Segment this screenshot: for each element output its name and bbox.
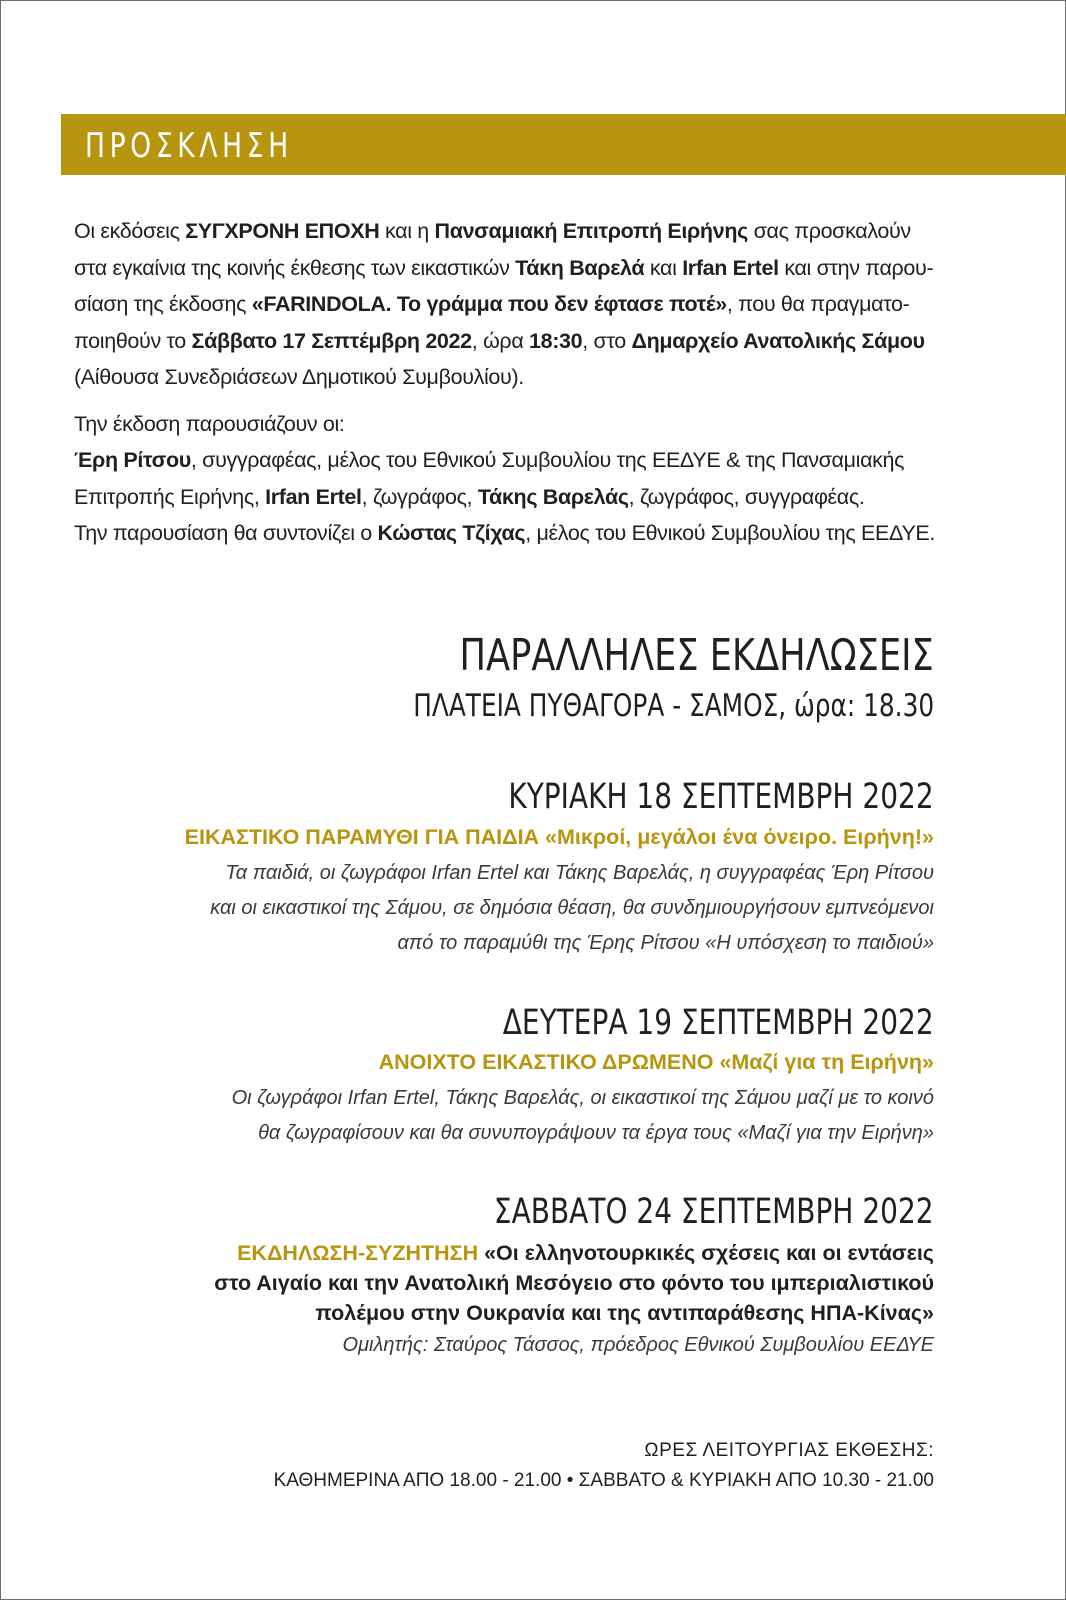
event-name-line: πολέμου στην Ουκρανία και της αντιπαράθεσης ΗΠΑ-Κίνας» — [315, 1301, 934, 1325]
venue-room: (Αίθουσα Συνεδριάσεων Δημοτικού Συμβουλίου). — [74, 365, 524, 389]
intro-paragraph-2 — [74, 406, 974, 552]
event-description — [185, 856, 934, 961]
event-description — [232, 1081, 934, 1151]
event-name: «Οι ελληνοτουρκικές σχέσεις και οι εντάσεις — [478, 1241, 934, 1265]
opening-hours-value: ΚΑΘΗΜΕΡΙΝΑ ΑΠΟ 18.00 - 21.00 • ΣΑΒΒΑΤΟ & ΚΥΡΙΑΚΗ ΑΠΟ 10.30 - 21.00 — [273, 1470, 934, 1491]
invitation-text — [74, 213, 974, 562]
presenter-name: Έρη Ρίτσου — [74, 448, 191, 472]
event-time: 18:30 — [529, 328, 583, 353]
event-description — [214, 1328, 934, 1363]
event-label: ΕΚΔΗΛΩΣΗ-ΣΥΖΗΤΗΣΗ — [237, 1241, 479, 1265]
text: , ώρα — [471, 328, 530, 353]
intro-paragraph-1 — [74, 213, 974, 396]
text: , ζωγράφος, — [361, 484, 478, 509]
event-name: «Μαζί για τη Ειρήνη» — [713, 1050, 934, 1074]
text: Επιτροπής Ειρήνης, — [74, 484, 266, 509]
event-date: Σάββατο 17 Σεπτέμβρη 2022 — [191, 328, 472, 353]
event-item — [185, 822, 934, 961]
event-venue: Δημαρχείο Ανατολικής Σάμου — [631, 328, 925, 353]
speaker-line: Ομιλητής: Σταύρος Τάσσος, πρόεδρος Εθνικού Συμβουλίου ΕΕΔΥΕ — [342, 1334, 934, 1356]
presenters-heading: Την έκδοση παρουσιάζουν οι: — [74, 411, 345, 436]
description-line: Τα παιδιά, οι ζωγράφοι Irfan Ertel και Τάκης Βαρελάς, η συγγραφέας Έρη Ρίτσου — [225, 862, 934, 884]
description-line: Οι ζωγράφοι Irfan Ertel, Τάκης Βαρελάς, οι εικαστικοί της Σάμου μαζί με το κοινό — [231, 1087, 934, 1109]
artist-name: Τάκη Βαρελά — [515, 255, 645, 280]
description-line: και οι εικαστικοί της Σάμου, σε δημόσια θέαση, θα συνδημιουργήσουν εμπνεόμενοι — [210, 897, 934, 919]
description-line: θα ζωγραφίσουν και θα συνυπογράψουν τα έργα τους «Μαζί για την Ειρήνη» — [258, 1122, 934, 1144]
event-day-heading: ΚΥΡΙΑΚΗ 18 ΣΕΠΤΕΜΒΡΗ 2022 — [508, 777, 934, 817]
artist-name: Irfan Ertel — [682, 255, 779, 280]
text: Οι εκδόσεις — [74, 219, 186, 243]
text: , που θα πραγματο- — [726, 292, 910, 316]
text: Την παρουσίαση θα συντονίζει ο — [74, 521, 378, 545]
event-item — [214, 1238, 934, 1363]
moderator-name: Κώστας Τζίχας — [377, 521, 526, 545]
text: και η — [379, 219, 435, 243]
publisher-name: ΣΥΓΧΡΟΝΗ ΕΠΟΧΗ — [185, 219, 380, 243]
event-item — [232, 1047, 934, 1151]
event-label: ΕΙΚΑΣΤΙΚΟ ΠΑΡΑΜΥΘΙ ΓΙΑ ΠΑΙΔΙΑ — [184, 825, 540, 849]
opening-hours-label: ΩΡΕΣ ΛΕΙΤΟΥΡΓΙΑΣ ΕΚΘΕΣΗΣ: — [644, 1440, 934, 1461]
text: και στην παρου- — [778, 255, 934, 280]
text: , στο — [582, 328, 632, 353]
event-day-heading: ΣΑΒΒΑΤΟ 24 ΣΕΠΤΕΜΒΡΗ 2022 — [494, 1192, 934, 1232]
text: σας προσκαλούν — [747, 219, 911, 243]
event-name: «Μικροί, μεγάλοι ένα όνειρο. Ειρήνη!» — [539, 825, 934, 849]
text: , μέλος του Εθνικού Συμβουλίου της ΕΕΔΥΕ. — [525, 521, 936, 545]
text: σίαση της έκδοσης — [74, 292, 252, 316]
text: , συγγραφέας, μέλος του Εθνικού Συμβουλίου της ΕΕΔΥΕ & της Πανσαμιακής — [190, 448, 905, 472]
text: ποιηθούν το — [74, 328, 192, 353]
text: στα εγκαίνια της κοινής έκθεσης των εικαστικών — [74, 255, 516, 280]
event-day-heading: ΔΕΥΤΕΡΑ 19 ΣΕΠΤΕΜΒΡΗ 2022 — [503, 1003, 934, 1043]
book-title: «FARINDOLA. Το γράμμα που δεν έφτασε ποτέ» — [251, 292, 727, 316]
text: , ζωγράφος, συγγραφέας. — [628, 484, 865, 509]
event-name-line: στο Αιγαίο και την Ανατολική Μεσόγειο στο φόντο του ιμπεριαλιστικού — [214, 1271, 934, 1295]
description-line: από το παραμύθι της Έρης Ρίτσου «Η υπόσχεση το παιδιού» — [397, 932, 934, 954]
invitation-title: ΠΡΟΣΚΛΗΣΗ — [85, 126, 293, 166]
event-title — [185, 822, 934, 852]
parallel-events-location: ΠΛΑΤΕΙΑ ΠΥΘΑΓΟΡΑ - ΣΑΜΟΣ, ώρα: 18.30 — [413, 688, 934, 724]
event-title — [232, 1047, 934, 1077]
event-label: ΑΝΟΙΧΤΟ ΕΙΚΑΣΤΙΚΟ ΔΡΩΜΕΝΟ — [378, 1050, 714, 1074]
parallel-events-title: ΠΑΡΑΛΛΗΛΕΣ ΕΚΔΗΛΩΣΕΙΣ — [459, 630, 934, 681]
presenter-name: Irfan Ertel — [265, 484, 362, 509]
event-title — [214, 1238, 934, 1328]
presenter-name: Τάκης Βαρελάς — [477, 484, 629, 509]
committee-name: Πανσαμιακή Επιτροπή Ειρήνης — [434, 219, 748, 243]
text: και — [644, 255, 683, 280]
header-banner — [61, 114, 1066, 175]
